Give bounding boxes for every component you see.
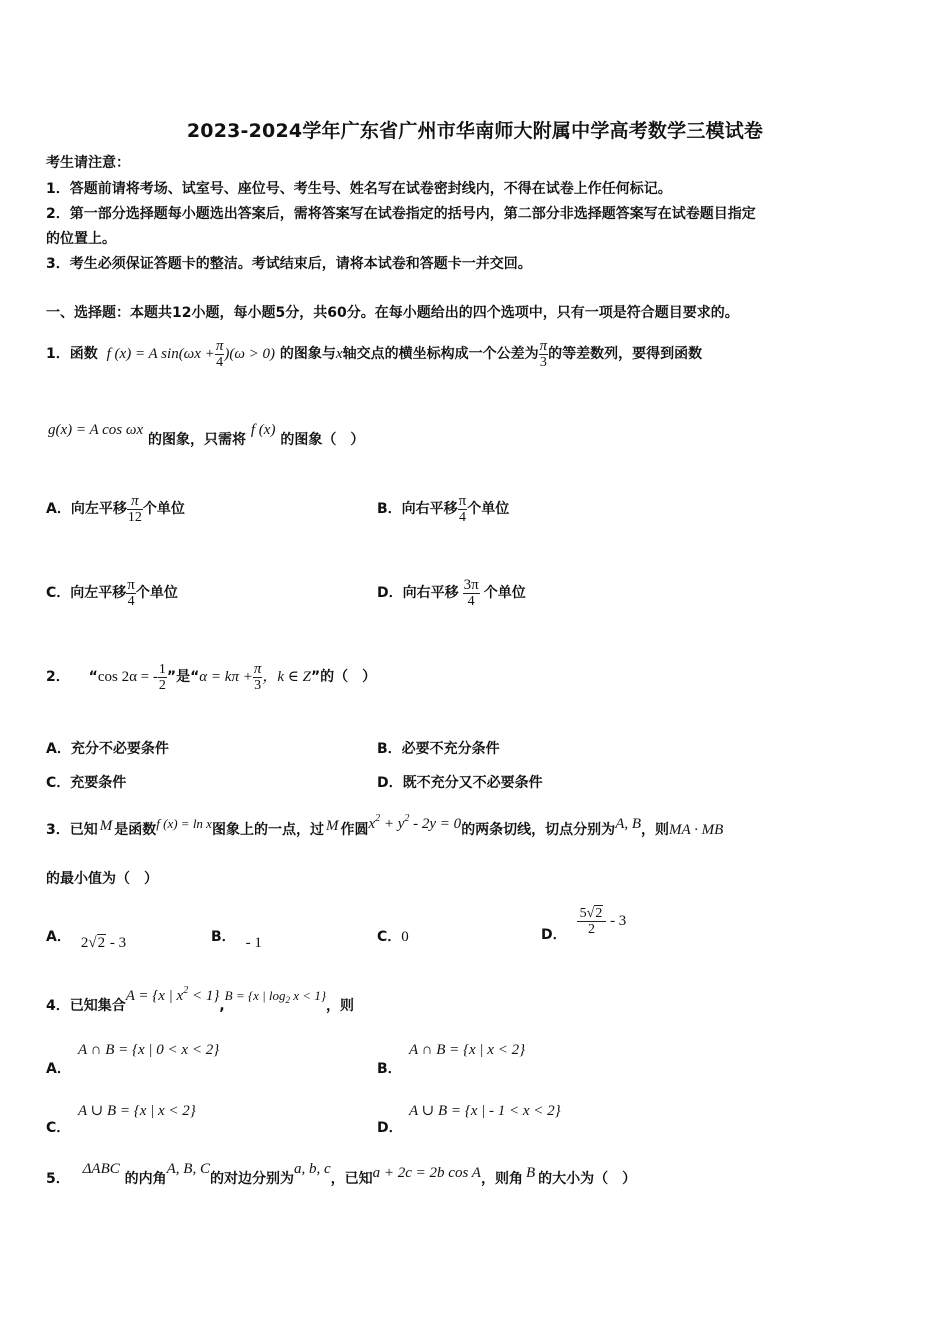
q1-f-lhs: f (x) = A sin(ωx + [106, 346, 215, 362]
q1-d-fraction: $\frac{\pi}{3}$ [539, 337, 548, 370]
q4-option-c-label: C． [46, 1120, 71, 1136]
q1-option-b-label: B．向右平移 [377, 501, 458, 517]
q3-option-c-value: 0 [401, 929, 409, 945]
q3-option-a-value: 2√2 - 3 [80, 935, 127, 951]
q3-option-d-post: - 3 [606, 913, 627, 929]
q4-comma: , [219, 998, 225, 1014]
q1-number: 1．函数 [46, 346, 98, 362]
q1-option-c-label: C．向左平移 [46, 585, 127, 601]
q1-option-a-label: A．向左平移 [46, 501, 127, 517]
q1-option-a [46, 492, 185, 526]
q3-option-c-label: C． [377, 929, 402, 945]
q3-f-func: f (x) = ln x [156, 816, 212, 831]
q3-option-d-label: D． [541, 927, 567, 943]
q1-option-d-label: D．向右平移 [377, 585, 459, 601]
q2-end-text: ”的（ ） [310, 669, 377, 685]
q2-number: 2． [46, 669, 70, 685]
q2-mid-text: ”是“ [166, 669, 200, 685]
q3-text-1: 是函数 [114, 822, 157, 838]
q5-text-3: ，已知 [330, 1171, 373, 1187]
q2-half-fraction: $\frac{1}{2}$ [158, 661, 166, 693]
q1-option-d-fraction: $\frac{3\pi}{4}$ [463, 576, 479, 609]
q2-pi-third-fraction: $\frac{\pi}{3}$ [253, 660, 262, 693]
q3-option-b-value: - 1 [245, 935, 262, 951]
q1-fx: f (x) [250, 422, 276, 438]
question-2-stem [46, 660, 376, 694]
page-title: 2023-2024学年广东省广州市华南师大附属中学高考数学三模试卷 [186, 120, 764, 142]
q4-set-b: B = {x | $\log_2 x < 1$} [224, 988, 327, 1005]
q5-text-5: 的大小为（ ） [538, 1171, 637, 1187]
q3-ab: A, B [615, 816, 642, 832]
q4-option-d: A ∪ B = {x | - 1 < x < 2} [409, 1103, 561, 1119]
q2-kz: ，k ∈ Z [262, 669, 311, 685]
q1-option-c [46, 576, 178, 610]
q1-option-b [377, 492, 509, 526]
q3-text-6: 的最小值为（ ） [46, 871, 158, 887]
q3-option-a-label: A． [46, 929, 71, 945]
q3-text-5: ，则 [641, 822, 670, 838]
q1-text-3: 的等差数列，要得到函数 [548, 346, 703, 362]
q3-option-b-label: B． [211, 929, 236, 945]
q3-ma-mb: MA · MB [669, 822, 724, 838]
q4-option-c: A ∪ B = {x | x < 2} [78, 1103, 196, 1119]
q1-text-5: 的图象（ ） [280, 432, 365, 448]
q3-option-d [541, 904, 627, 943]
question-1-stem [46, 337, 702, 371]
q4-option-a: A ∩ B = {x | 0 < x < 2} [78, 1042, 220, 1058]
question-5-stem [46, 1161, 637, 1194]
section-heading: 一、选择题：本题共12小题，每小题5分，共60分。在每小题给出的四个选项中，只有一项是符合题目要求的。 [46, 305, 739, 321]
q5-sides: a, b, c [293, 1161, 331, 1177]
q3-text-2: 图象上的一点，过 [211, 822, 324, 838]
q2-alpha-expr: α = kπ + [199, 669, 253, 685]
q2-cos-expr: cos 2α = - [97, 669, 158, 685]
q3-number: 3．已知 [46, 822, 98, 838]
q5-text-2: 的对边分别为 [209, 1171, 294, 1187]
q1-f-fraction: $\frac{\pi}{4}$ [215, 337, 224, 370]
q4-option-a-label: A． [46, 1061, 71, 1077]
q1-g-func: g(x) = A cos ωx [48, 422, 144, 438]
q3-option-d-fraction: $\frac{5√2}{2}$ [577, 906, 607, 937]
q3-text-3: 作圆 [340, 822, 369, 838]
notice-item-2: 2．第一部分选择题每小题选出答案后，需将答案写在试卷指定的括号内，第二部分非选择题答案写在试卷题目指定 [46, 206, 756, 222]
q4-set-a: A = {x | $x^2 < 1$} [125, 985, 220, 1004]
notice-item-1: 1．答题前请将考场、试室号、座位号、考生号、姓名写在试卷密封线内，不得在试卷上作任何标记。 [46, 181, 672, 197]
q5-text-1: 的内角 [124, 1171, 167, 1187]
notice-item-3: 3．考生必须保证答题卡的整洁。考试结束后，请将本试卷和答题卡一并交回。 [46, 256, 532, 272]
q1-option-c-suffix: 个单位 [135, 585, 178, 601]
question-1-stem-line-2 [48, 422, 365, 455]
q1-text-2: 轴交点的横坐标构成一个公差为 [342, 346, 539, 362]
q4-number: 4．已知集合 [46, 998, 126, 1014]
q4-option-b-label: B． [377, 1061, 402, 1077]
q4-end: ，则 [326, 998, 355, 1014]
q4-option-b: A ∩ B = {x | x < 2} [409, 1042, 526, 1058]
q3-option-b [211, 920, 262, 954]
q3-m-var: M [99, 818, 113, 834]
q2-option-d: D．既不充分又不必要条件 [377, 775, 543, 791]
q5-triangle: ΔABC [82, 1161, 120, 1177]
q5-equation: a + 2c = 2b cos A [372, 1165, 481, 1181]
q1-text-1: 的图象与 [279, 346, 336, 362]
q3-text-4: 的两条切线，切点分别为 [461, 822, 616, 838]
q3-circle-eq: $x^2 + y^2 - 2y = 0$ [368, 813, 462, 832]
q5-b-var: B [525, 1165, 536, 1181]
q2-option-c: C．充要条件 [46, 775, 127, 791]
q1-x-var: x [335, 346, 343, 362]
q5-number: 5． [46, 1171, 70, 1187]
q1-f-rhs: )(ω > 0) [224, 346, 276, 362]
q3-m-var-2: M [325, 818, 339, 834]
q3-option-c [377, 920, 409, 954]
q2-option-b: B．必要不充分条件 [377, 741, 500, 757]
q1-option-a-fraction: $\frac{\pi}{12}$ [127, 492, 142, 525]
question-4-stem [46, 986, 354, 1025]
q4-option-d-label: D． [377, 1120, 403, 1136]
q1-option-d-suffix: 个单位 [483, 585, 526, 601]
q5-text-4: ，则角 [480, 1171, 523, 1187]
q1-option-c-fraction: $\frac{\pi}{4}$ [127, 576, 135, 609]
q3-option-a [46, 920, 126, 954]
q2-open-quote: “ [88, 669, 98, 685]
q1-option-b-fraction: $\frac{\pi}{4}$ [458, 492, 467, 525]
q5-angles: A, B, C [166, 1161, 210, 1177]
q2-option-a: A．充分不必要条件 [46, 741, 169, 757]
question-3-stem [46, 810, 723, 845]
notice-item-2-cont: 的位置上。 [46, 231, 116, 247]
q1-option-b-suffix: 个单位 [467, 501, 510, 517]
notice-heading: 考生请注意： [46, 155, 130, 171]
q1-text-4: 的图象，只需将 [148, 432, 247, 448]
q1-option-d [377, 576, 526, 610]
q1-option-a-suffix: 个单位 [142, 501, 185, 517]
